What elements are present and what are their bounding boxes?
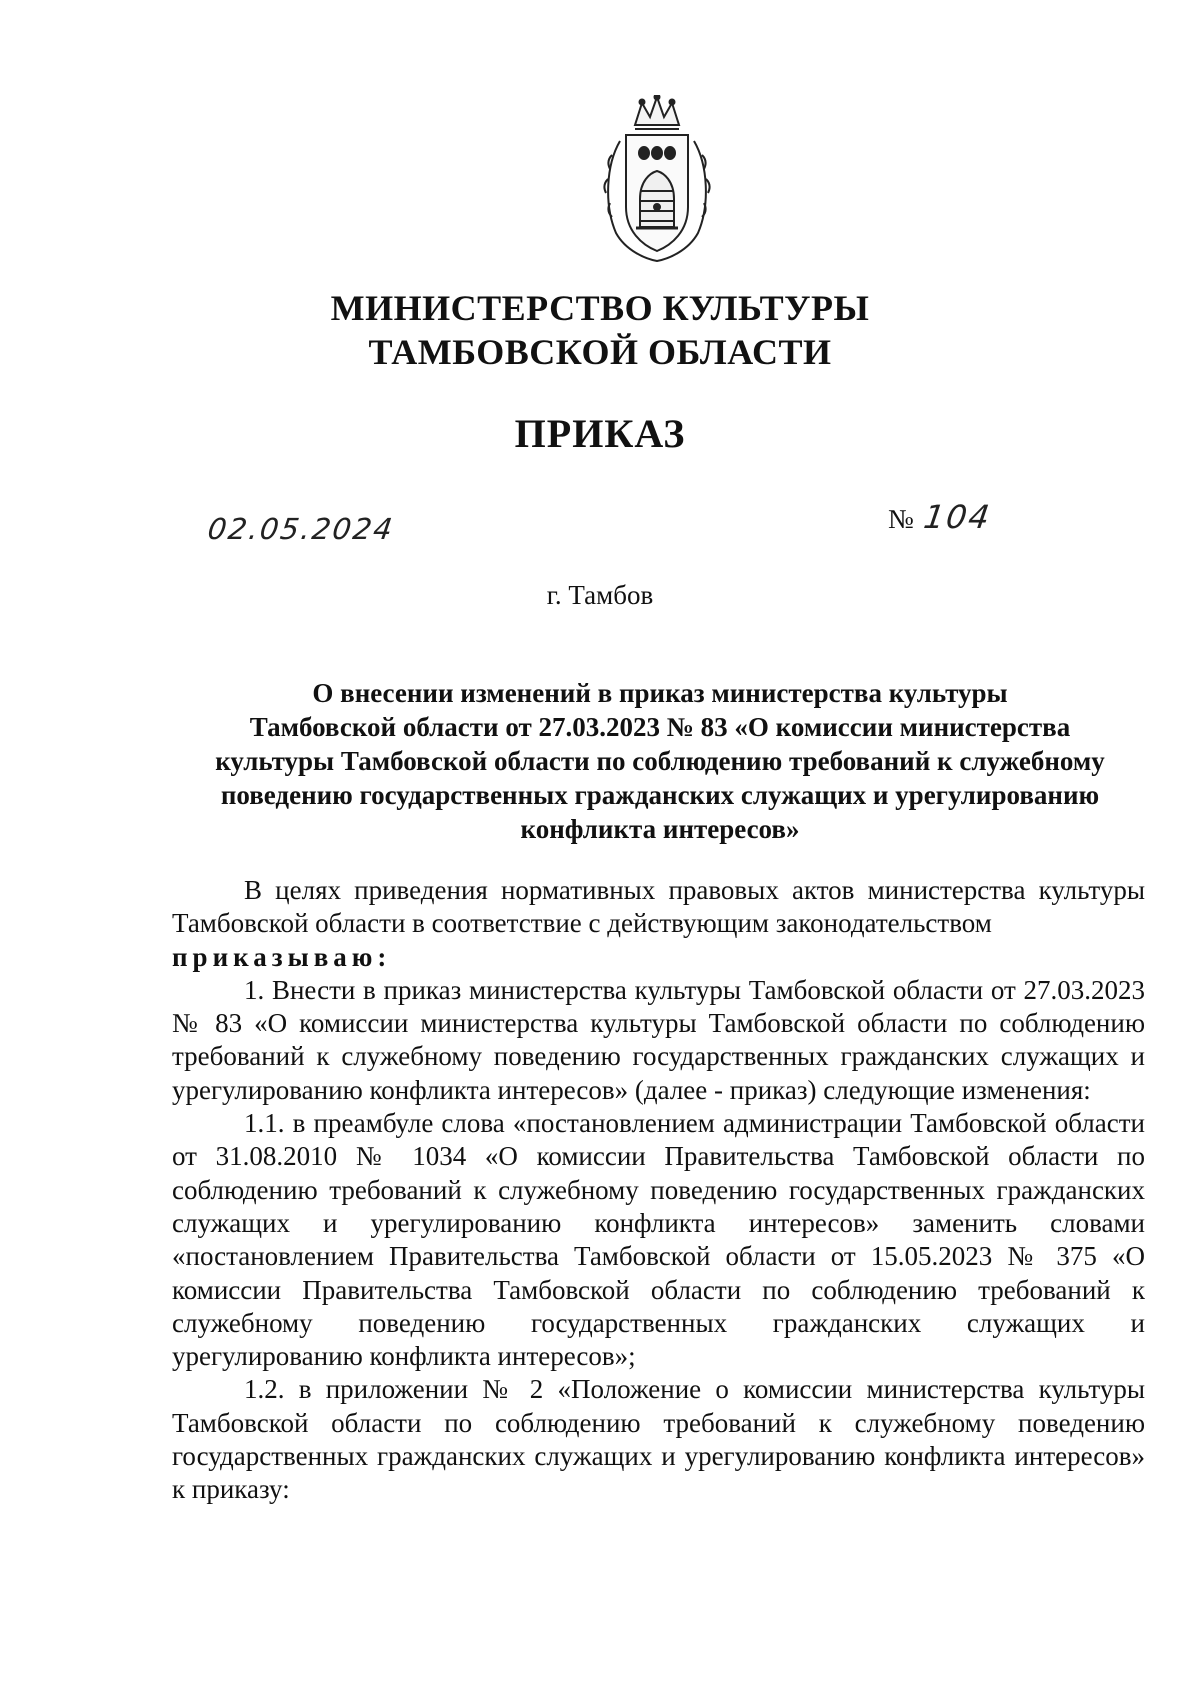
city-line: г. Тамбов: [546, 580, 654, 610]
document-type-title: ПРИКАЗ: [514, 411, 686, 456]
item-1-1-paragraph: 1.1. в преамбуле слова «постановлением администрации Тамбовской области от 31.08.2010 № 1034 «О комиссии Правительства Тамбовской области по соблюдению требований к служебному поведению государственных гражданских служащих и урегулированию конфликта интересов» заменить словами «постановлением Правительства Тамбовской области от 15.05.2023 № 375 «О комиссии Правительства Тамбовской области по соблюдению требований к служебному поведению государственных гражданских служащих и урегулированию конфликта интересов»;: [172, 1108, 1145, 1372]
order-body: [172, 874, 1145, 1507]
handwritten-number: 104: [921, 498, 994, 536]
subject-line: Тамбовской области от 27.03.2023 № 83 «О комиссии министерства: [249, 712, 1071, 742]
order-subject: [160, 676, 1160, 846]
subject-line: О внесении изменений в приказ министерства культуры: [312, 678, 1008, 708]
number-sign: №: [888, 504, 914, 534]
subject-line: поведению государственных гражданских служащих и урегулированию: [220, 780, 1100, 810]
item-1-2-paragraph: 1.2. в приложении № 2 «Положение о комиссии министерства культуры Тамбовской области по соблюдению требований к служебному поведению государственных гражданских служащих и урегулированию конфликта интересов» к приказу:: [172, 1374, 1145, 1505]
coat-of-arms-emblem: [598, 95, 716, 263]
ministry-title-line-1: МИНИСТЕРСТВО КУЛЬТУРЫ: [330, 288, 870, 328]
order-date: [205, 512, 397, 547]
preamble-paragraph: В целях приведения нормативных правовых актов министерства культуры Тамбовской области в соответствие с действующим законодательством: [172, 875, 1145, 939]
decree-word: приказываю:: [172, 941, 392, 972]
item-1-paragraph: 1. Внести в приказ министерства культуры Тамбовской области от 27.03.2023 № 83 «О комиссии министерства культуры Тамбовской области по соблюдению требований к служебному поведению государственных гражданских служащих и урегулированию конфликта интересов» (далее - приказ) следующие изменения:: [172, 974, 1145, 1105]
subject-line: культуры Тамбовской области по соблюдению требований к служебному: [215, 746, 1105, 776]
subject-line: конфликта интересов»: [520, 814, 800, 844]
order-number: [888, 498, 994, 536]
handwritten-date: 02.05.2024: [205, 512, 397, 546]
ministry-title-line-2: ТАМБОВСКОЙ ОБЛАСТИ: [368, 332, 832, 372]
